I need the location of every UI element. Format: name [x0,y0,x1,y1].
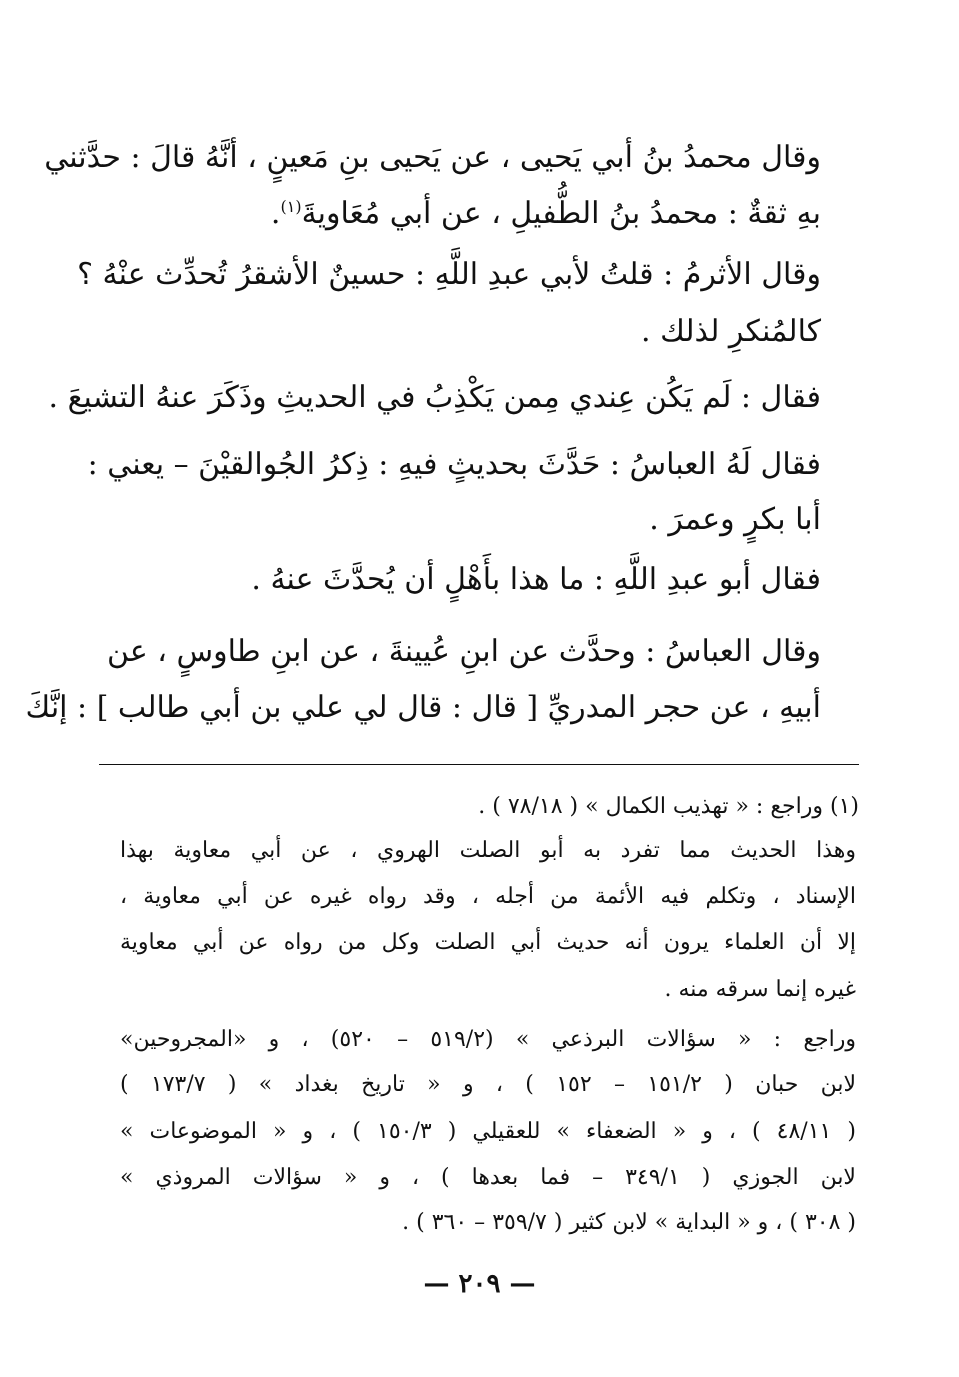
footnote-separator [99,764,859,765]
footnote-line: لابن حبان ( ١٥١/٢ – ١٥٢ ) ، و « تاريخ بغداد » ( ١٧٣/٧ ) [120,1072,857,1097]
main-line: وقال الأثرمُ : قلتُ لأبي عبدِ اللَّهِ : حسينٌ الأشقرُ تُحدِّث عنْهُ ؟ [77,257,821,292]
main-line: فقال لَهُ العباسُ : حَدَّثَ بحديثٍ فيهِ : ذِكرُ الجُوالقيْنَ – يعني : [87,447,821,482]
main-line: فقال : لَم يَكُن عِندي مِمن يَكْذِبُ في الحديثِ وذَكَرَ عنهُ التشيعَ . [48,380,821,415]
main-line: أبا بكرٍ وعمرَ . [649,502,821,537]
footnote-line: الإسناد ، وتكلم فيه الأئمة من أجله ، وقد رواه غيره عن أبي معاوية ، [120,884,856,909]
footnote-line: وراجع : « سؤالات البرذعي » (٥١٩/٢ – ٥٢٠) ، و «المجروحين» [120,1027,856,1052]
footnote-line: (١) وراجع : « تهذيب الكمال » ( ٧٨/١٨ ) . [478,794,859,819]
footnote-line: وهذا الحديث مما تفرد به أبو الصلت الهروي ، عن أبي معاوية بهذا [120,838,856,863]
main-line: أبيهِ ، عن حجر المدريِّ [ قال : قال لي علي بن أبي طالب ] : إنَّكَ [25,690,821,725]
main-line: فقال أبو عبدِ اللَّهِ : ما هذا بأَهْلٍ أن يُحدَّثَ عنهُ . [251,562,821,597]
footnote-marker[interactable]: (١) [280,197,302,216]
main-line: كالمُنكرِ لذلك . [641,314,821,349]
main-line: بهِ ثقةٌ : محمدُ بنُ الطُّفيلِ ، عن أبي مُعَاويةَ$^{(١)}$. [270,196,821,231]
footnote-line: ( ٣٠٨ ) ، و « البداية » لابن كثير ( ٣٥٩/٧ – ٣٦٠ ) . [402,1210,856,1235]
footnote-line: إلا أن العلماء يرون أنه حديث أبي الصلت وكل من رواه عن أبي معاوية [120,930,856,955]
main-line: وقال محمدُ بنُ أبي يَحيى ، عن يَحيى بنِ مَعينٍ ، أنَّهُ قالَ : حدَّثني [44,140,821,175]
main-line: وقال العباسُ : وحدَّث عن ابنِ عُيينةَ ، عن ابنِ طاوسٍ ، عن [107,634,821,669]
footnote-line: غيره إنما سرقه منه . [664,977,856,1002]
footnote-line: لابن الجوزي ( ٣٤٩/١ – فما بعدها ) ، و « سؤالات المروذي » [120,1165,856,1190]
page-number: — ٢٠٩ — [423,1269,536,1299]
footnote-line: ( ٤٨/١١ ) ، و « الضعفاء » للعقيلي ( ١٥٠/٣ ) ، و « الموضوعات » [120,1119,856,1144]
